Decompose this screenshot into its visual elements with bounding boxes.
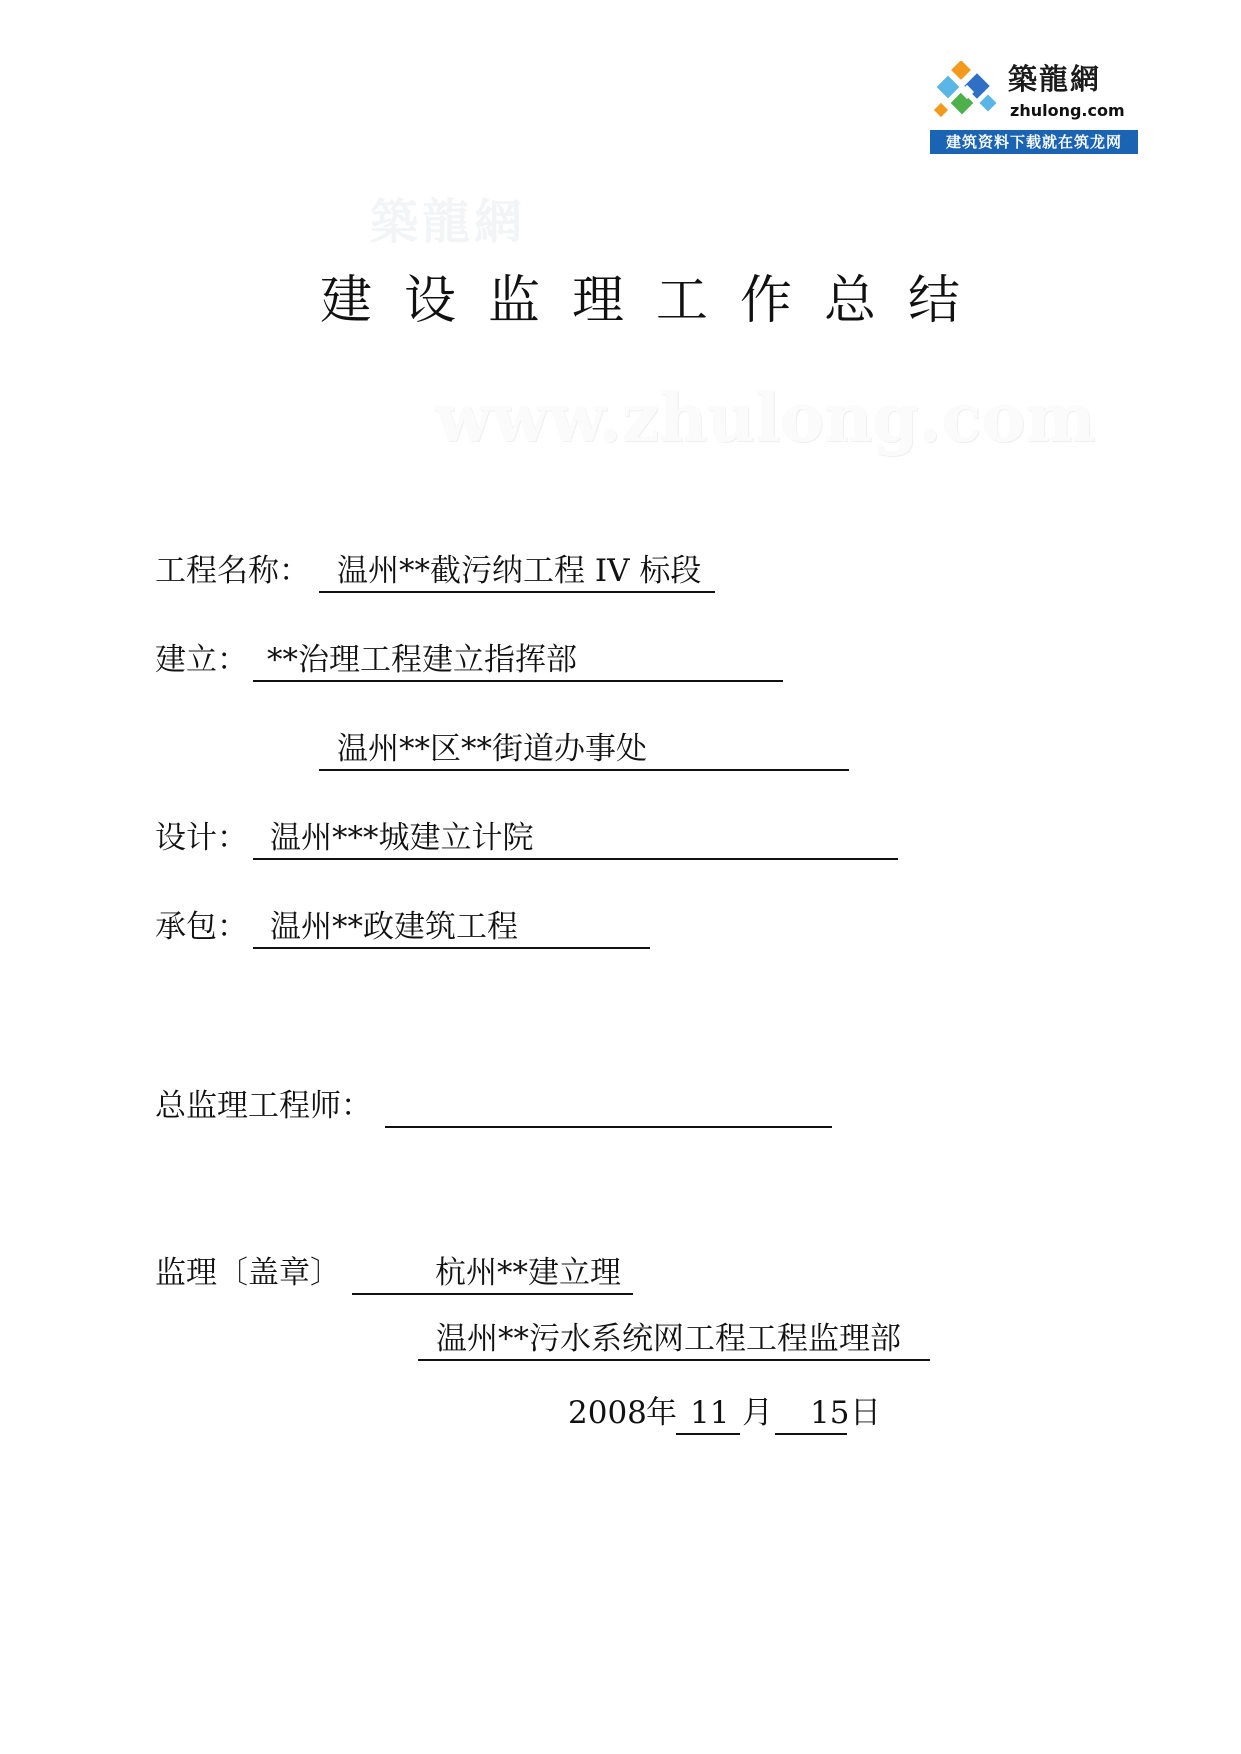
design-label: 设计： <box>155 820 248 856</box>
date-day: 15 <box>810 1395 850 1431</box>
owner-underline-2 <box>319 769 849 771</box>
supervisor-value: 杭州**建立理 <box>435 1255 621 1291</box>
design-row <box>155 815 915 861</box>
project-name-row <box>155 548 755 594</box>
date-day-underline <box>775 1433 847 1435</box>
design-underline <box>253 858 898 860</box>
logo-tagline: 建筑资料下载就在筑龙网 <box>930 130 1138 154</box>
watermark-brand: 築龍網 <box>370 194 527 250</box>
contractor-underline <box>253 947 650 949</box>
contractor-value: 温州**政建筑工程 <box>270 909 518 945</box>
supervisor-underline-2 <box>418 1359 930 1361</box>
supervisor-row-2 <box>418 1316 938 1362</box>
contractor-row <box>155 904 715 950</box>
logo-brand-text: 築龍網 <box>1008 62 1102 96</box>
contractor-label: 承包： <box>155 909 248 945</box>
date-month-underline <box>676 1433 740 1435</box>
owner-underline <box>253 680 783 682</box>
date-month-unit: 月 <box>742 1395 773 1431</box>
supervisor-value-2: 温州**污水系统网工程工程监理部 <box>436 1321 901 1357</box>
project-name-label: 工程名称： <box>155 553 310 589</box>
owner-row <box>155 637 795 683</box>
project-name-underline <box>319 591 715 593</box>
project-name-value: 温州**截污纳工程 IV 标段 <box>337 553 702 589</box>
chief-engineer-underline <box>385 1126 832 1128</box>
owner-value: **治理工程建立指挥部 <box>267 642 577 678</box>
date-year-unit: 年 <box>646 1395 677 1431</box>
document-date <box>568 1390 898 1436</box>
chief-engineer-row <box>155 1083 855 1129</box>
logo-top <box>930 57 1138 128</box>
owner-row-2 <box>155 726 855 772</box>
date-month: 11 <box>690 1395 730 1431</box>
logo-domain-text: zhulong.com <box>1010 101 1125 120</box>
supervisor-underline <box>352 1293 633 1295</box>
date-day-unit: 日 <box>850 1395 881 1431</box>
zhulong-logo <box>930 57 1138 157</box>
supervisor-label: 监理〔盖章〕 <box>155 1255 341 1291</box>
date-year: 2008 <box>568 1395 647 1431</box>
supervisor-row <box>155 1250 855 1296</box>
logo-mark-icon <box>932 61 1004 123</box>
chief-engineer-label: 总监理工程师： <box>155 1088 372 1124</box>
document-title: 建设监理工作总结 <box>320 271 993 331</box>
design-value: 温州***城建立计院 <box>270 820 534 856</box>
owner-label: 建立： <box>155 642 248 678</box>
owner-value-2: 温州**区**街道办事处 <box>337 731 647 767</box>
watermark-url: www.zhulong.com <box>435 379 1096 457</box>
